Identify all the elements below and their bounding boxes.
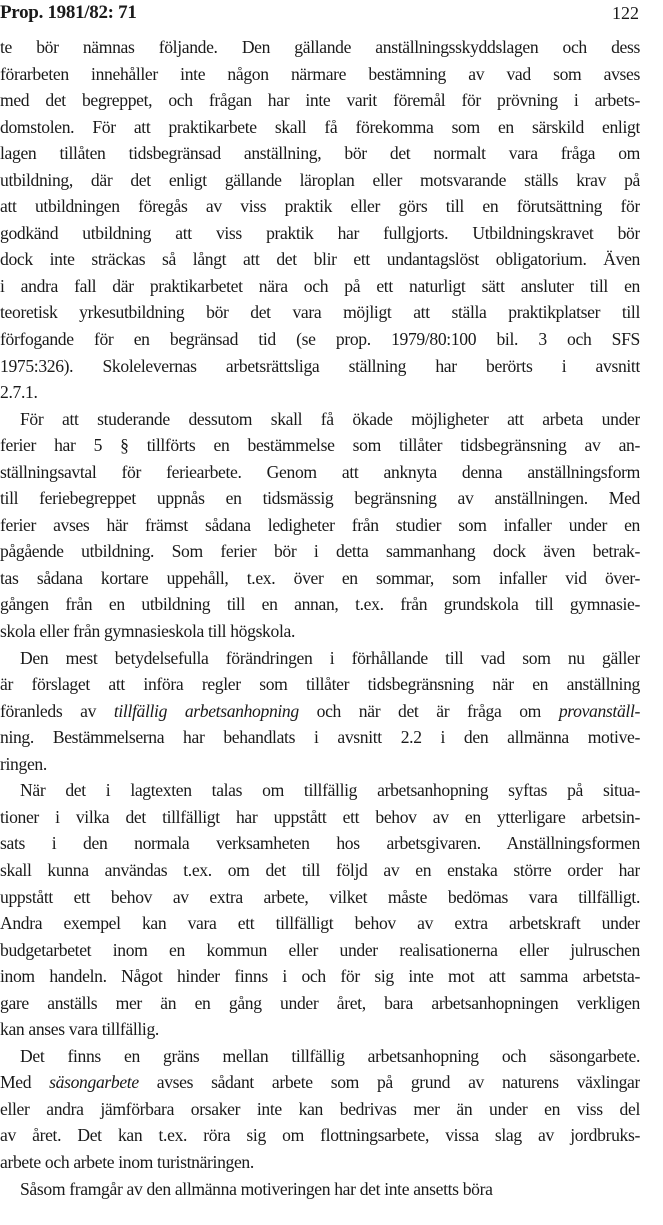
text-line: 2.7.1.: [0, 382, 38, 403]
text-line: Det finns en gräns mellan tillfällig arbetsanhopning och säsongarbete.: [20, 1045, 640, 1066]
text-line: När det i lagtexten talas om tillfällig arbetsanhopning syftas på situa-: [20, 780, 640, 801]
text-line: ringen.: [0, 753, 47, 774]
text-segment: . Bestämmelserna har behandlats i avsnitt 2.2 i den allmänna motive-: [29, 727, 640, 748]
text-line: godkänd utbildning att viss praktik har fullgjorts. Utbildningskravet bör: [0, 222, 640, 243]
text-line: eller andra jämförbara orsaker inte kan bedrivas mer än under en viss del: [0, 1098, 640, 1119]
italic-term: provanställ-: [558, 700, 640, 721]
text-line: dock inte sträckas så långt att det blir ett undantagslöst obligatorium. Även: [0, 249, 640, 270]
paragraph: [0, 777, 640, 1042]
text-line: gången från en utbildning till en annan, t.ex. från grundskola till gymnasie-: [0, 594, 640, 615]
text-line: till feriebegreppet uppnås en tidsmässig begränsning av anställningen. Med: [0, 488, 640, 509]
text-line: med det begreppet, och frågan har inte varit föremål för prövning i arbets-: [0, 90, 640, 111]
text-line: Andra exempel kan vara ett tillfälligt behov av extra arbetskraft under: [0, 913, 640, 934]
text-line: Såsom framgår av den allmänna motiveringen har det inte ansetts böra: [20, 1178, 493, 1199]
text-line: För att studerande dessutom skall få ökade möjligheter att arbeta under: [20, 408, 640, 429]
text-line: att utbildningen föregås av viss praktik eller görs till en förutsättning för: [0, 196, 640, 217]
text-line: är förslaget att införa regler som tillåter tidsbegränsning när en anställning: [0, 674, 640, 695]
text-line: av året. Det kan t.ex. röra sig om flottningsarbete, vissa slag av jordbruks-: [0, 1125, 640, 1146]
text-line: teoretisk yrkesutbildning bör det vara möjligt att ställa praktikplatser till: [0, 302, 640, 323]
text-line: [0, 1069, 640, 1096]
text-line: sats i den normala verksamheten hos arbetsgivaren. Anställningsformen: [0, 833, 640, 854]
text-line: tas sådana kortare uppehåll, t.ex. över en sommar, som infaller vid över-: [0, 567, 640, 588]
text-line: skall kunna användas t.ex. om det till följd av en enstaka större order har: [0, 859, 640, 880]
text-line: [0, 698, 640, 725]
text-line: Den mest betydelsefulla förändringen i förhållande till vad som nu gäller: [20, 647, 640, 668]
text-line: inom handeln. Något hinder finns i och för sig inte mot att samma arbetsta-: [0, 966, 640, 987]
italic-term: säsongarbete: [49, 1072, 139, 1093]
text-segment: avses sådant arbete som på grund av naturens växlingar: [138, 1072, 640, 1093]
text-line: utbildning, där det enligt gällande läroplan eller motsvarande ställs krav på: [0, 169, 640, 190]
text-line: förarbeten innehåller inte någon närmare bestämning av vad som avses: [0, 63, 640, 84]
text-segment: ning: [0, 727, 30, 748]
text-line: skola eller från gymnasieskola till högskola.: [0, 621, 296, 642]
text-line: budgetarbetet inom en kommun eller under realisationerna eller julruschen: [0, 939, 640, 960]
text-line: te bör nämnas följande. Den gällande anställningsskyddslagen och dess: [0, 37, 640, 57]
text-line: ferier avses här främst sådana ledigheter från studier som infaller under en: [0, 514, 640, 535]
paragraph: [0, 406, 640, 645]
text-segment: föranleds av: [0, 700, 114, 721]
paragraph: [0, 645, 640, 778]
paragraph: [0, 1043, 640, 1176]
text-line: i andra fall där praktikarbetet nära och på ett naturligt sätt ansluter till en: [0, 275, 640, 296]
text-line: gare anställs mer än en gång under året, bara arbetsanhopningen verkligen: [0, 992, 640, 1013]
paragraph: [0, 34, 640, 406]
text-line: 1975:326). Skolelevernas arbetsrättsliga ställning har berörts i avsnitt: [0, 355, 640, 376]
page-number: 122: [612, 3, 639, 23]
text-line: förfogande för en begränsad tid (se prop. 1979/80:100 bil. 3 och SFS: [0, 329, 640, 350]
text-line: [0, 724, 640, 751]
text-segment: Med: [0, 1072, 50, 1093]
text-line: kan anses vara tillfällig.: [0, 1019, 159, 1040]
text-line: ferier har 5 § tillförts en bestämmelse som tillåter tidsbegränsning av an-: [0, 435, 640, 456]
italic-term: tillfällig arbetsanhopning: [113, 700, 299, 721]
text-line: pågående utbildning. Som ferier bör i detta sammanhang dock även betrak-: [0, 541, 640, 562]
document-reference: Prop. 1981/82: 71: [0, 2, 137, 23]
text-line: uppstått ett behov av extra arbete, vilket måste bedömas vara tillfälligt.: [0, 886, 640, 907]
text-segment: och när det är fråga om: [298, 700, 559, 721]
body-text: [0, 34, 640, 1202]
text-line: ställningsavtal för feriearbete. Genom att anknyta denna anställningsform: [0, 461, 640, 482]
text-line: domstolen. För att praktikarbete skall få förekomma som en särskild enligt: [0, 116, 640, 137]
text-line: tioner i vilka det tillfälligt har uppstått ett behov av en ytterligare arbetsin-: [0, 806, 640, 827]
page-header: [0, 0, 663, 30]
paragraph: [0, 1176, 640, 1203]
text-line: arbete och arbete inom turistnäringen.: [0, 1151, 254, 1172]
text-line: lagen tillåten tidsbegränsad anställning, bör det normalt vara fråga om: [0, 143, 640, 164]
